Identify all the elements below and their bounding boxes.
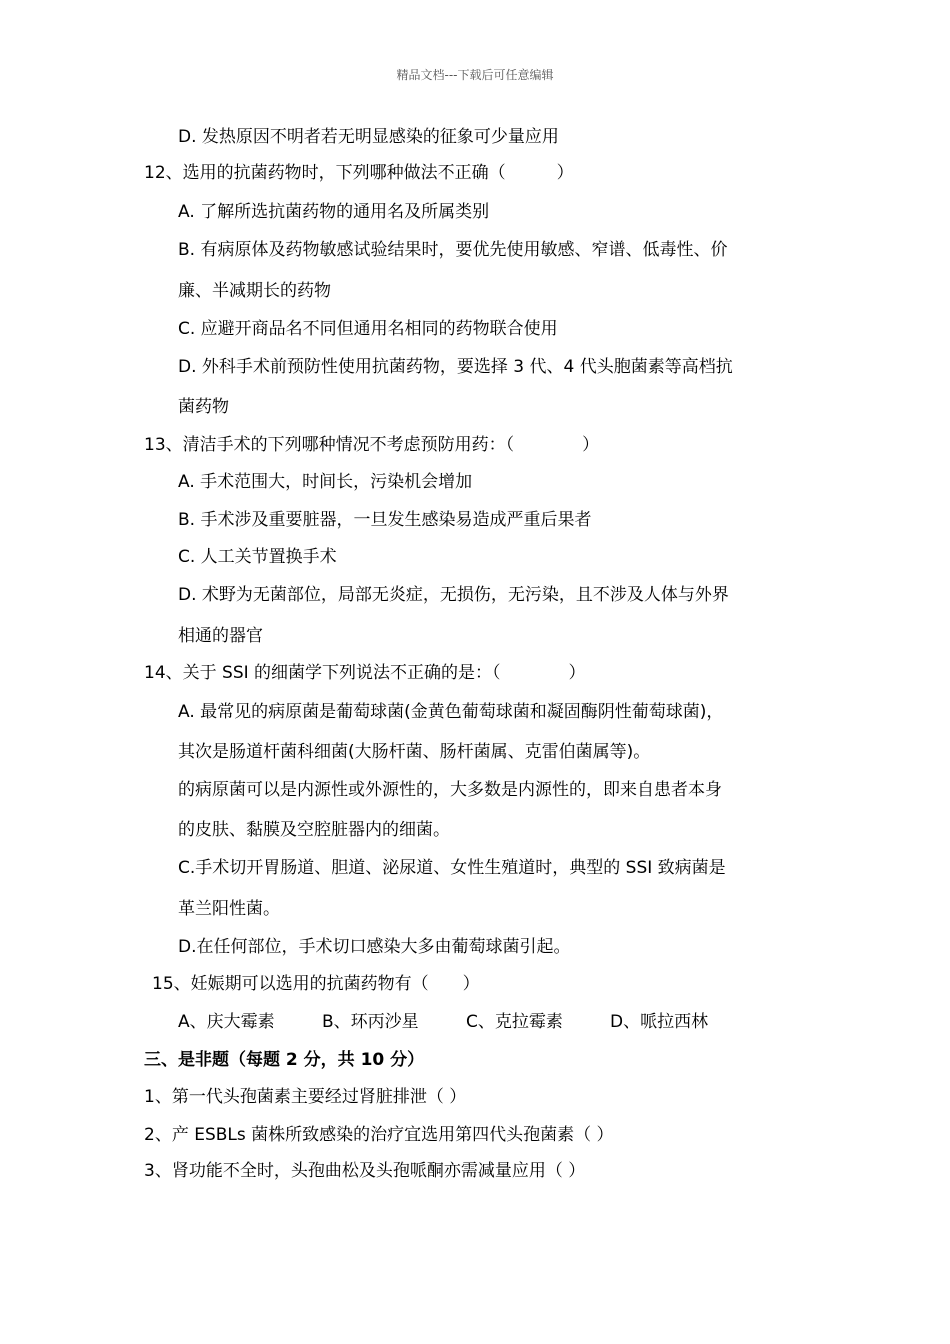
tf-question-2: 2、产 ESBLs 菌株所致感染的治疗宜选用第四代头孢菌素（ ） bbox=[144, 1125, 614, 1145]
tf-question-3: 3、肾功能不全时，头孢曲松及头孢哌酮亦需减量应用（ ） bbox=[144, 1161, 586, 1181]
question-15: 15、妊娠期可以选用的抗菌药物有（ ） bbox=[152, 974, 480, 994]
q11-option-d: D. 发热原因不明者若无明显感染的征象可少量应用 bbox=[178, 127, 559, 147]
q12-option-c: C. 应避开商品名不同但通用名相同的药物联合使用 bbox=[178, 319, 558, 339]
q14-option-a: A. 最常见的病原菌是葡萄球菌(金黄色葡萄球菌和凝固酶阴性葡萄球菌)， bbox=[178, 702, 724, 722]
q15-option-a: A、庆大霉素 bbox=[178, 1012, 275, 1032]
q14-option-b-cont: 的皮肤、黏膜及空腔脏器内的细菌。 bbox=[178, 820, 450, 840]
q14-option-a-cont: 其次是肠道杆菌科细菌(大肠杆菌、肠杆菌属、克雷伯菌属等)。 bbox=[178, 742, 651, 762]
q14-option-d: D.在任何部位，手术切口感染大多由葡萄球菌引起。 bbox=[178, 937, 571, 957]
q14-option-b: 的病原菌可以是内源性或外源性的，大多数是内源性的，即来自患者本身 bbox=[178, 780, 722, 800]
q15-option-c: C、克拉霉素 bbox=[466, 1012, 563, 1032]
q12-option-d: D. 外科手术前预防性使用抗菌药物，要选择 3 代、4 代头胞菌素等高档抗 bbox=[178, 357, 733, 377]
q15-options bbox=[178, 1011, 708, 1033]
question-14: 14、关于 SSI 的细菌学下列说法不正确的是：（ ） bbox=[144, 663, 586, 683]
q13-option-b: B. 手术涉及重要脏器，一旦发生感染易造成严重后果者 bbox=[178, 510, 592, 530]
q13-option-c: C. 人工关节置换手术 bbox=[178, 547, 337, 567]
q15-option-b: B、环丙沙星 bbox=[322, 1012, 419, 1032]
tf-question-1: 1、第一代头孢菌素主要经过肾脏排泄（ ） bbox=[144, 1087, 467, 1107]
q12-option-d-cont: 菌药物 bbox=[178, 397, 229, 417]
q14-option-c: C.手术切开胃肠道、胆道、泌尿道、女性生殖道时，典型的 SSI 致病菌是 bbox=[178, 858, 726, 878]
q12-option-b-cont: 廉、半减期长的药物 bbox=[178, 281, 331, 301]
q13-option-d-cont: 相通的器官 bbox=[178, 626, 263, 646]
question-12: 12、选用的抗菌药物时，下列哪种做法不正确（ ） bbox=[144, 163, 574, 183]
q14-option-c-cont: 革兰阳性菌。 bbox=[178, 899, 280, 919]
q12-option-a: A. 了解所选抗菌药物的通用名及所属类别 bbox=[178, 202, 490, 222]
section-3-heading: 三、是非题（每题 2 分，共 10 分） bbox=[144, 1050, 425, 1070]
question-13: 13、清洁手术的下列哪种情况不考虑预防用药：（ ） bbox=[144, 435, 600, 455]
q12-option-b: B. 有病原体及药物敏感试验结果时，要优先使用敏感、窄谱、低毒性、价 bbox=[178, 240, 728, 260]
q15-option-d: D、哌拉西林 bbox=[610, 1012, 709, 1032]
q13-option-d: D. 术野为无菌部位，局部无炎症，无损伤，无污染，且不涉及人体与外界 bbox=[178, 585, 729, 605]
page-header: 精品文档---下载后可任意编辑 bbox=[396, 68, 554, 82]
q13-option-a: A. 手术范围大，时间长，污染机会增加 bbox=[178, 472, 473, 492]
